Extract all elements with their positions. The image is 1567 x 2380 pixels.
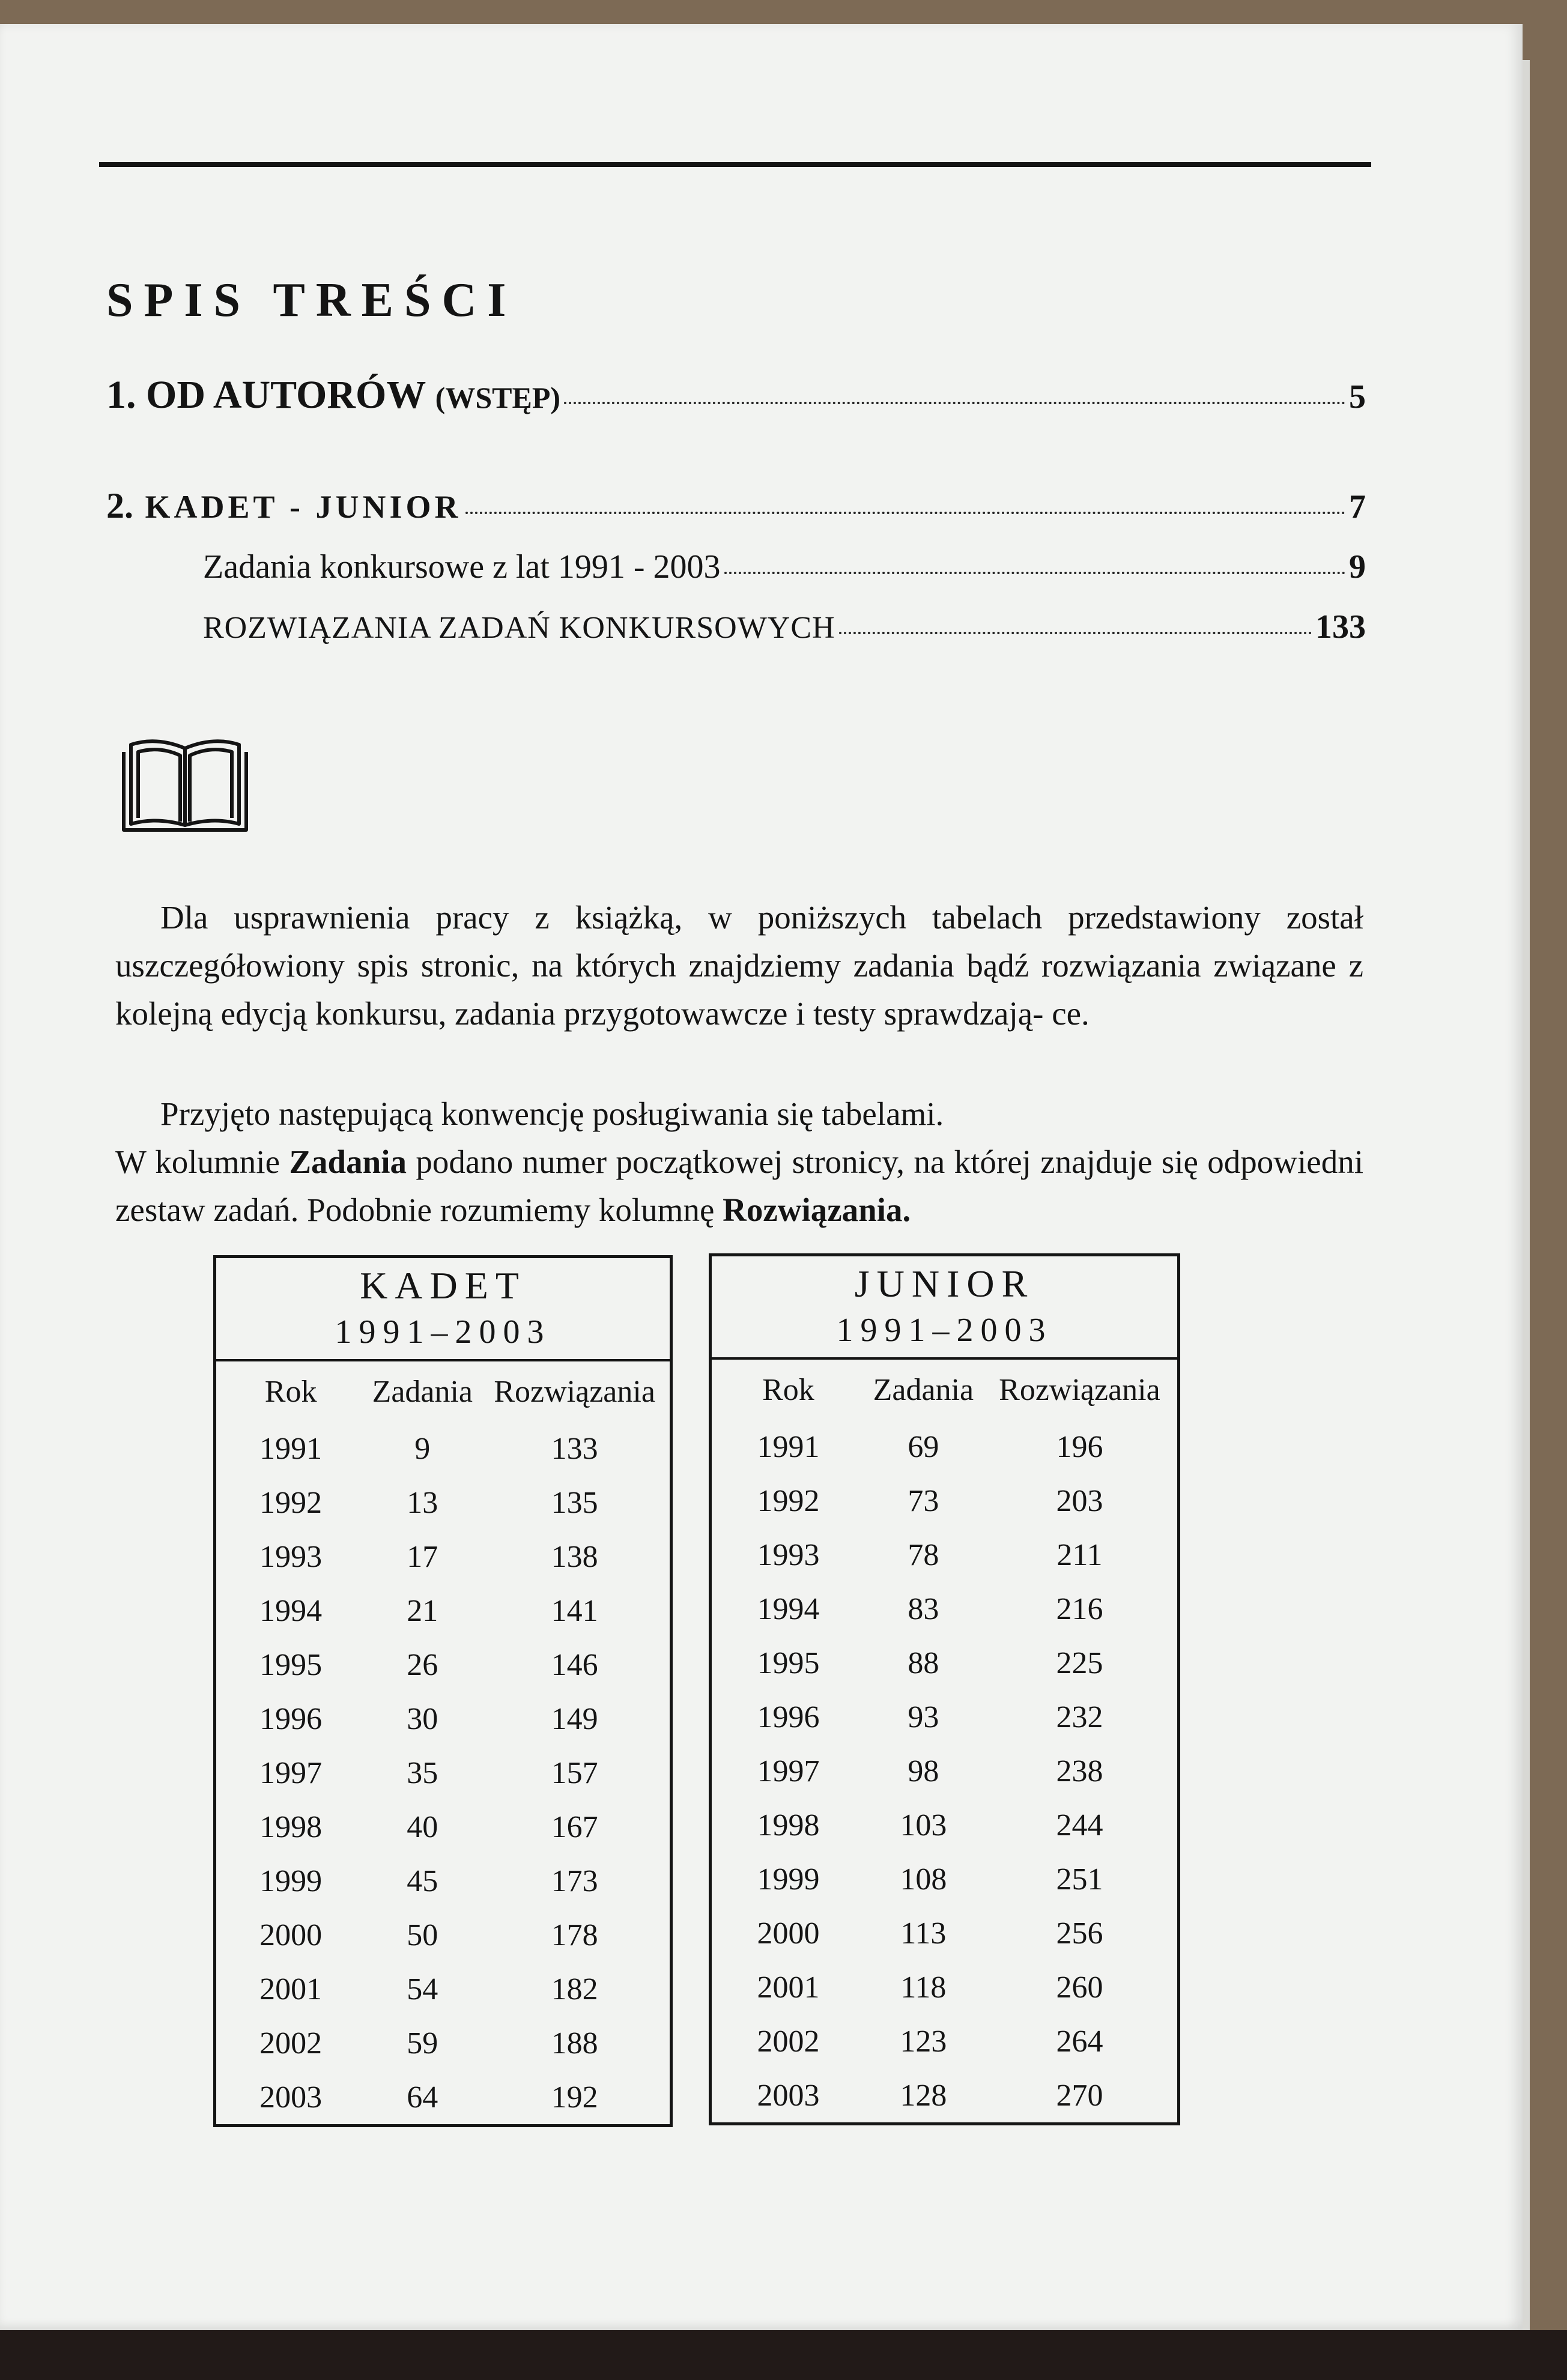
- rozwiazania-cell: 141: [551, 1593, 598, 1628]
- year-cell: 1991: [259, 1431, 323, 1466]
- intro-paragraph: Dla usprawnienia pracy z książką, w poniższych tabelach przedstawiony został uszczegółowiony spis stronic, na których znajdziemy zadania bądź rozwiązania związane z kolejną edycją konkursu, zadania przygotowawcze i testy sprawdzają- ce.: [115, 899, 1363, 1032]
- rozwiazania-cell: 192: [551, 2080, 598, 2115]
- table-row: [215, 1854, 671, 1908]
- rozwiazania-cell: 173: [551, 1864, 598, 1898]
- toc-entry-title: OD AUTORÓW: [146, 373, 426, 417]
- rozwiazania-cell: 135: [551, 1485, 598, 1520]
- convention-paragraph: Przyjęto następującą konwencję posługiwania się tabelami.: [160, 1095, 944, 1132]
- rozwiazania-cell: 146: [551, 1647, 598, 1682]
- zadania-cell: 35: [407, 1755, 438, 1790]
- table-row: [711, 1744, 1179, 1798]
- column-header: Zadania: [873, 1372, 974, 1407]
- table-years: 1991–2003: [836, 1311, 1053, 1349]
- year-cell: 1993: [757, 1537, 820, 1572]
- rozwiazania-cell: 188: [551, 2026, 598, 2061]
- rozwiazania-cell: 149: [551, 1701, 598, 1736]
- table-row: [215, 1584, 671, 1638]
- table-row: [711, 1690, 1179, 1744]
- rozwiazania-cell: 251: [1056, 1862, 1103, 1897]
- rozwiazania-cell: 133: [551, 1431, 598, 1466]
- year-cell: 1994: [757, 1591, 820, 1626]
- column-header: Rok: [264, 1374, 317, 1409]
- zadania-cell: 17: [407, 1539, 438, 1574]
- year-cell: 1993: [259, 1539, 323, 1574]
- open-book-icon: [120, 734, 250, 834]
- year-cell: 1991: [757, 1429, 820, 1464]
- rozwiazania-cell: 211: [1056, 1537, 1103, 1572]
- year-cell: 1992: [757, 1483, 820, 1518]
- zadania-cell: 113: [900, 1916, 947, 1951]
- table-row: [215, 1638, 671, 1692]
- toc-entry-number: 1.: [106, 373, 136, 417]
- year-cell: 1995: [757, 1646, 820, 1680]
- year-cell: 2001: [757, 1970, 820, 2005]
- zadania-cell: 45: [407, 1864, 438, 1898]
- toc-page-number: 9: [1349, 548, 1366, 586]
- toc-entry-label: [106, 485, 462, 527]
- zadania-cell: 98: [908, 1754, 939, 1788]
- page-heading: SPIS TREŚCI: [106, 274, 517, 327]
- columns-explanation-paragraph: [115, 1138, 1363, 1234]
- rozwiazania-cell: 225: [1056, 1646, 1103, 1680]
- table-row: [215, 1422, 671, 1476]
- toc-entry-od-autorow[interactable]: [106, 372, 1366, 418]
- zadania-cell: 13: [407, 1485, 438, 1520]
- zadania-cell: 88: [908, 1646, 939, 1680]
- toc-leader-dots: [839, 632, 1312, 634]
- year-cell: 2002: [259, 2026, 323, 2061]
- zadania-cell: 118: [900, 1970, 947, 2005]
- header-rule: [99, 162, 1371, 167]
- year-cell: 1999: [259, 1864, 323, 1898]
- zadania-cell: 69: [908, 1429, 939, 1464]
- toc-entry-title: Zadania konkursowe z lat 1991 - 2003: [203, 548, 721, 586]
- rozwiazania-cell: 244: [1056, 1808, 1103, 1843]
- toc-entry-rozwiazania[interactable]: [203, 608, 1366, 646]
- rozwiazania-cell: 138: [551, 1539, 598, 1574]
- zadania-cell: 123: [900, 2024, 947, 2059]
- zadania-cell: 64: [407, 2080, 438, 2115]
- table-row: [711, 1420, 1179, 1474]
- kadet-table-body: [215, 1360, 671, 2126]
- table-title-text: KADET: [360, 1264, 526, 1307]
- table-row: [215, 1746, 671, 1800]
- zadania-cell: 103: [900, 1808, 947, 1843]
- rozwiazania-cell: 167: [551, 1809, 598, 1844]
- table-row: [215, 1908, 671, 1962]
- toc-entry-title: KADET - JUNIOR: [145, 489, 462, 525]
- zadania-cell: 128: [900, 2078, 947, 2113]
- junior-table: [709, 1253, 1180, 2125]
- table-row: [711, 1528, 1179, 1582]
- zadania-cell: 73: [908, 1483, 939, 1518]
- table-row: [711, 1582, 1179, 1636]
- rozwiazania-cell: 260: [1056, 1970, 1103, 2005]
- toc-leader-dots: [564, 402, 1345, 404]
- rozwiazania-cell: 157: [551, 1755, 598, 1790]
- year-cell: 1998: [757, 1808, 820, 1843]
- year-cell: 1999: [757, 1862, 820, 1897]
- toc-leader-dots: [724, 572, 1345, 574]
- zadania-emphasis: Zadania: [289, 1143, 407, 1180]
- table-header-row: [215, 1360, 671, 1422]
- year-cell: 2000: [757, 1916, 820, 1951]
- toc-entry-kadet-junior[interactable]: [106, 485, 1366, 527]
- table-row: [711, 1852, 1179, 1906]
- table-row: [215, 2070, 671, 2126]
- kadet-table-title: [215, 1257, 671, 1361]
- rozwiazania-cell: 203: [1056, 1483, 1103, 1518]
- zadania-cell: 59: [407, 2026, 438, 2061]
- rozwiazania-cell: 196: [1056, 1429, 1103, 1464]
- table-row: [711, 2068, 1179, 2124]
- year-cell: 1996: [259, 1701, 323, 1736]
- year-cell: 1997: [757, 1754, 820, 1788]
- table-row: [711, 1474, 1179, 1528]
- year-cell: 2003: [259, 2080, 323, 2115]
- toc-entry-number: 2.: [106, 486, 133, 525]
- zadania-cell: 78: [908, 1537, 939, 1572]
- rozwiazania-cell: 178: [551, 1918, 598, 1952]
- rozwiazania-cell: 232: [1056, 1700, 1103, 1734]
- table-row: [711, 1798, 1179, 1852]
- junior-table-title: [711, 1255, 1179, 1359]
- table-years: 1991–2003: [335, 1313, 551, 1351]
- toc-entry-label: [106, 372, 560, 418]
- rozwiazania-cell: 238: [1056, 1754, 1103, 1788]
- year-cell: 2003: [757, 2078, 820, 2113]
- page-edge: [1523, 60, 1530, 2330]
- table-row: [215, 1692, 671, 1746]
- toc-entry-subtitle: (WSTĘP): [435, 381, 561, 414]
- column-header: Zadania: [372, 1374, 473, 1409]
- toc-page-number: 7: [1349, 488, 1366, 525]
- toc-entry-title: ROZWIĄZANIA ZADAŃ KONKURSOWYCH: [203, 611, 835, 645]
- column-header: Rok: [762, 1372, 814, 1407]
- toc-leader-dots: [465, 512, 1345, 514]
- table-row: [215, 1800, 671, 1854]
- table-row: [711, 1906, 1179, 1960]
- rozwiazania-cell: 264: [1056, 2024, 1103, 2059]
- zadania-cell: 40: [407, 1809, 438, 1844]
- rozwiazania-emphasis: Rozwiązania.: [723, 1192, 911, 1228]
- rozwiazania-cell: 270: [1056, 2078, 1103, 2113]
- table-row: [711, 2014, 1179, 2068]
- text-span: podano numer początkowej stronicy, na której znajduje się odpowiedni zestaw zadań. Podobnie rozumiemy kolumnę: [115, 1143, 1363, 1228]
- year-cell: 1996: [757, 1700, 820, 1734]
- zadania-cell: 108: [900, 1862, 947, 1897]
- zadania-cell: 83: [908, 1591, 939, 1626]
- toc-entry-zadania[interactable]: [203, 548, 1366, 586]
- year-cell: 1995: [259, 1647, 323, 1682]
- zadania-cell: 9: [414, 1431, 431, 1466]
- background-band: [0, 2330, 1567, 2380]
- kadet-table: [213, 1255, 673, 2127]
- table-row: [215, 1962, 671, 2016]
- table-row: [711, 1636, 1179, 1690]
- year-cell: 1994: [259, 1593, 323, 1628]
- year-cell: 2002: [757, 2024, 820, 2059]
- year-cell: 2001: [259, 1972, 323, 2006]
- rozwiazania-cell: 182: [551, 1972, 598, 2006]
- zadania-cell: 26: [407, 1647, 438, 1682]
- column-header: Rozwiązania: [494, 1374, 655, 1409]
- zadania-cell: 50: [407, 1918, 438, 1952]
- column-header: Rozwiązania: [999, 1372, 1160, 1407]
- year-cell: 2000: [259, 1918, 323, 1952]
- junior-table-body: [711, 1358, 1179, 2124]
- zadania-cell: 54: [407, 1972, 438, 2006]
- toc-page-number: 5: [1349, 378, 1366, 416]
- table-row: [215, 2016, 671, 2070]
- zadania-cell: 30: [407, 1701, 438, 1736]
- text-span: W kolumnie: [115, 1143, 289, 1180]
- year-cell: 1997: [259, 1755, 323, 1790]
- rozwiazania-cell: 216: [1056, 1591, 1103, 1626]
- zadania-cell: 93: [908, 1700, 939, 1734]
- toc-page-number: 133: [1315, 608, 1366, 646]
- year-cell: 1998: [259, 1809, 323, 1844]
- year-cell: 1992: [259, 1485, 323, 1520]
- rozwiazania-cell: 256: [1056, 1916, 1103, 1951]
- table-row: [215, 1530, 671, 1584]
- table-row: [711, 1960, 1179, 2014]
- zadania-cell: 21: [407, 1593, 438, 1628]
- table-title-text: JUNIOR: [854, 1262, 1035, 1305]
- table-row: [215, 1476, 671, 1530]
- table-header-row: [711, 1358, 1179, 1420]
